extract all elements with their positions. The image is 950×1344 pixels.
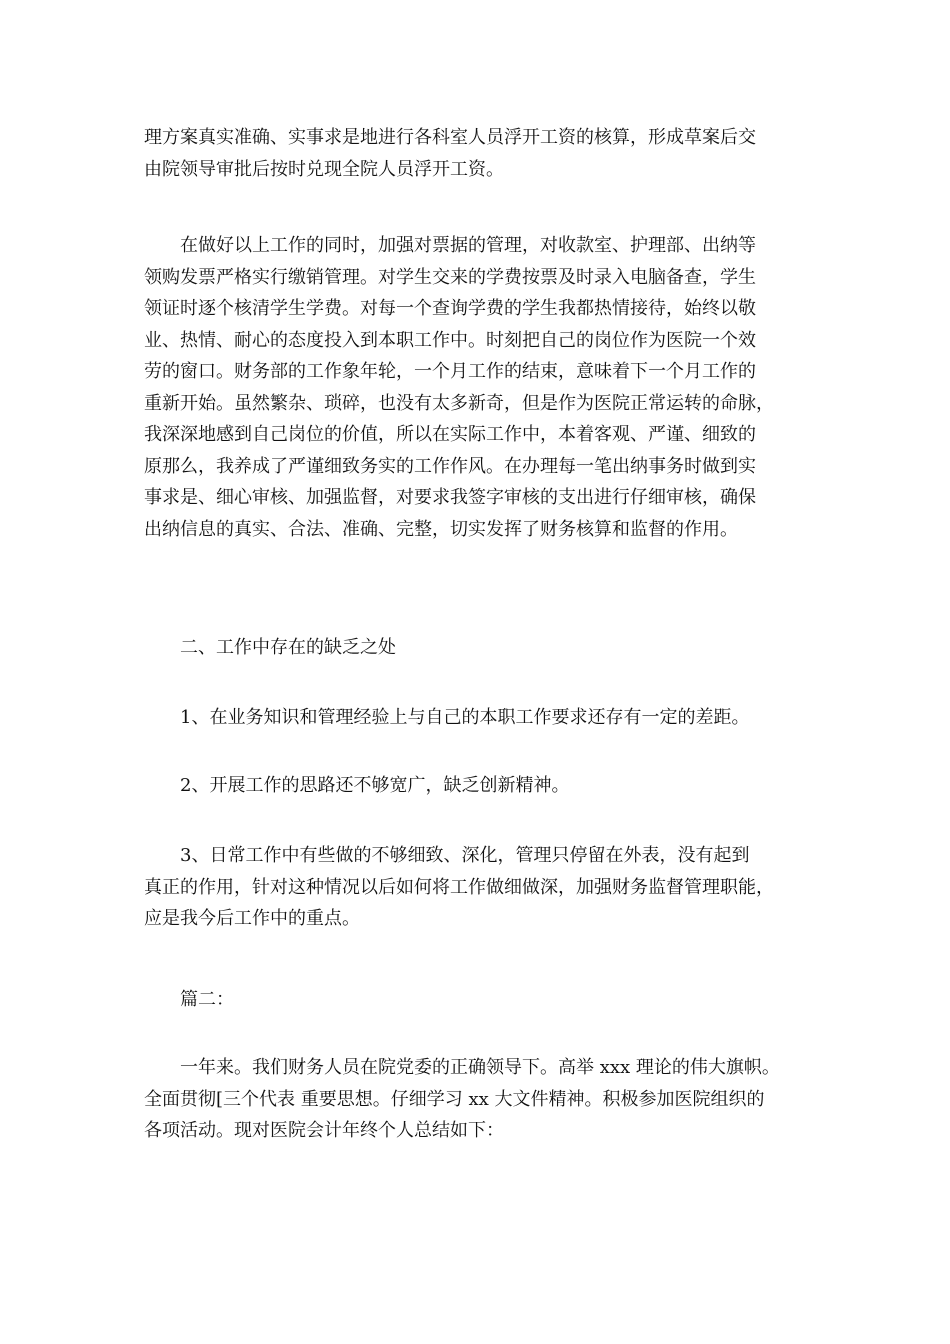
- text-line: 领购发票严格实行缴销管理。对学生交来的学费按票及时录入电脑备查，学生: [144, 266, 756, 288]
- text-line: 各项活动。现对医院会计年终个人总结如下：: [144, 1120, 504, 1141]
- text-line: 一年来。我们财务人员在院党委的正确领导下。高举 xxx 理论的伟大旗帜。: [144, 1057, 780, 1078]
- text-line: 理方案真实准确、实事求是地进行各科室人员浮开工资的核算，形成草案后交: [144, 127, 756, 148]
- text-line: 2、开展工作的思路还不够宽广，缺乏创新精神。: [144, 775, 570, 796]
- section-heading-shortcomings: [144, 632, 824, 664]
- text-line: 应是我今后工作中的重点。: [144, 908, 360, 929]
- paragraph-year-summary-intro: [144, 1052, 824, 1147]
- paragraph-receipt-management: [144, 230, 824, 545]
- text-line: 篇二：: [144, 989, 234, 1010]
- text-line: 劳的窗口。财务部的工作象年轮，一个月工作的结束，意味着下一个月工作的: [144, 361, 756, 382]
- text-line: 1、在业务知识和管理经验上与自己的本职工作要求还存有一定的差距。: [144, 707, 750, 728]
- list-item-2: [144, 770, 824, 802]
- text-line: 领证时逐个核清学生学费。对每一个查询学费的学生我都热情接待，始终以敬: [144, 298, 756, 319]
- text-line: 我深深地感到自己岗位的价值，所以在实际工作中，本着客观、严谨、细致的: [144, 424, 756, 445]
- section-heading-part-two: [144, 984, 824, 1016]
- text-line: 业、热情、耐心的态度投入到本职工作中。时刻把自己的岗位作为医院一个效: [144, 329, 756, 351]
- text-line: 原那么，我养成了严谨细致务实的工作作风。在办理每一笔出纳事务时做到实: [144, 455, 756, 477]
- text-line: 真正的作用，针对这种情况以后如何将工作做细做深，加强财务监督管理职能，: [144, 876, 774, 898]
- list-item-3: [144, 840, 824, 935]
- text-line: 在做好以上工作的同时，加强对票据的管理，对收款室、护理部、出纳等: [144, 235, 756, 256]
- text-line: 出纳信息的真实、合法、准确、完整，切实发挥了财务核算和监督的作用。: [144, 518, 738, 540]
- text-line: 全面贯彻[三个代表 重要思想。仔细学习 xx 大文件精神。积极参加医院组织的: [144, 1088, 765, 1110]
- text-line: 重新开始。虽然繁杂、琐碎，也没有太多新奇，但是作为医院正常运转的命脉，: [144, 392, 774, 414]
- list-item-1: [144, 702, 824, 734]
- text-line: 由院领导审批后按时兑现全院人员浮开工资。: [144, 158, 504, 180]
- paragraph-wage-accounting: [144, 122, 824, 185]
- text-line: 事求是、细心审核、加强监督，对要求我签字审核的支出进行仔细审核，确保: [144, 487, 756, 508]
- text-line: 二、工作中存在的缺乏之处: [144, 637, 396, 658]
- text-line: 3、日常工作中有些做的不够细致、深化，管理只停留在外表，没有起到: [144, 845, 750, 866]
